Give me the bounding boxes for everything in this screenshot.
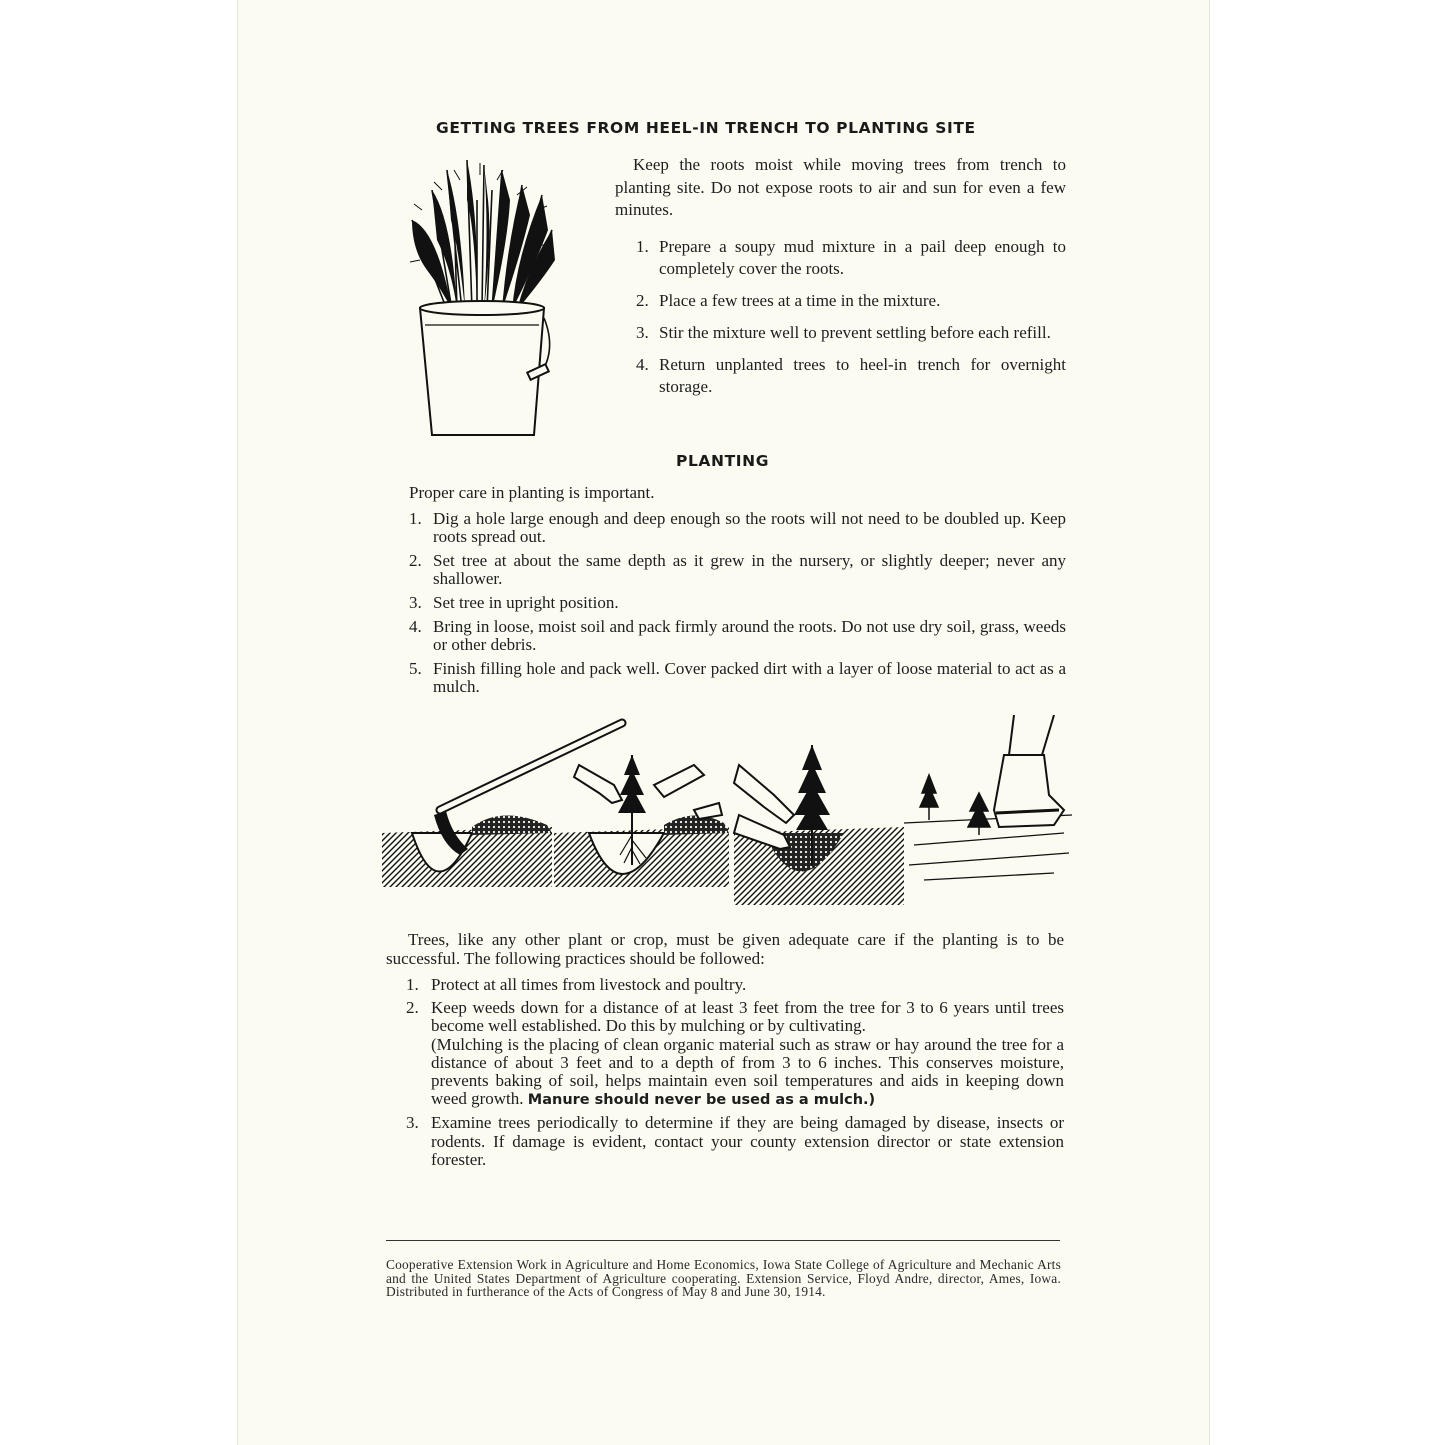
- hands-packing-soil-illustration: [734, 745, 904, 905]
- step-number: 2.: [409, 551, 422, 570]
- mulch-note-text: (Mulching is the placing of clean organic material such as straw or hay around the tree for a distance of about 3 feet and to a depth of from 3 to 6 inches. This conserves moisture, prevents baking of soil, helps maintain even soil temperatures and aids in keeping down weed growth.: [431, 1034, 1064, 1109]
- step-text: Bring in loose, moist soil and pack firmly around the roots. Do not use dry soil, grass, weeds or other debris.: [433, 617, 1066, 654]
- mulch-warning: Manure should never be used as a mulch.): [527, 1092, 876, 1109]
- step-number: 1.: [409, 509, 422, 528]
- hands-setting-tree-illustration: [554, 755, 729, 887]
- step-text: Place a few trees at a time in the mixture.: [659, 291, 941, 310]
- step-number: 5.: [409, 659, 422, 678]
- step-number: 3.: [409, 593, 422, 612]
- list-item: [406, 1114, 1064, 1169]
- step-number: 2.: [406, 998, 419, 1018]
- list-item: [636, 322, 1066, 344]
- transport-steps-list: [636, 236, 1066, 398]
- list-item: [636, 354, 1066, 398]
- step-number: 1.: [636, 237, 649, 256]
- step-text: Examine trees periodically to determine if they are being damaged by disease, insects or rodents. If damage is evident, contact your county extension director or state extension forester.: [431, 1113, 1064, 1169]
- list-item: [636, 236, 1066, 280]
- planting-steps-illustration-strip: [382, 715, 1072, 910]
- planting-intro: Proper care in planting is important.: [409, 483, 655, 502]
- seedlings-drawing: [410, 160, 555, 310]
- list-item: [409, 510, 1066, 546]
- care-intro: Trees, like any other plant or crop, must be given adequate care if the planting is to be successful. The following practices should be followed:: [386, 930, 1064, 968]
- care-steps-list: [406, 976, 1064, 1169]
- section-heading-transport: GETTING TREES FROM HEEL-IN TRENCH TO PLANTING SITE: [436, 119, 976, 137]
- step-text: Set tree in upright position.: [433, 593, 619, 612]
- list-item: [409, 594, 1066, 612]
- pail-with-seedlings-illustration: [392, 150, 572, 440]
- step-number: 4.: [409, 617, 422, 636]
- step-number: 4.: [636, 355, 649, 374]
- list-item: [406, 976, 1064, 994]
- step-text: Return unplanted trees to heel-in trench for overnight storage.: [659, 355, 1066, 396]
- footer-divider: [386, 1240, 1060, 1241]
- step-number: 3.: [636, 323, 649, 342]
- step-number: 3.: [406, 1113, 419, 1133]
- step-text: Finish filling hole and pack well. Cover packed dirt with a layer of loose material to act as a mulch.: [433, 659, 1066, 696]
- list-item: [409, 618, 1066, 654]
- step-number: 1.: [406, 975, 419, 994]
- list-item: [636, 290, 1066, 312]
- step-text: Dig a hole large enough and deep enough so the roots will not need to be doubled up. Keep roots spread out.: [433, 509, 1066, 546]
- transport-intro: Keep the roots moist while moving trees from trench to planting site. Do not expose roots to air and sun for even a few minutes.: [615, 155, 1066, 219]
- list-item: [406, 999, 1064, 1109]
- list-item: [409, 660, 1066, 696]
- step-number: 2.: [636, 291, 649, 310]
- foot-tamping-illustration: [904, 715, 1072, 893]
- step-text: Keep weeds down for a distance of at least 3 feet from the tree for 3 to 6 years until trees become well established. Do this by mulching or by cultivating.: [431, 998, 1064, 1036]
- list-item: [409, 552, 1066, 588]
- step-text: Set tree at about the same depth as it grew in the nursery, or slightly deeper; never any shallower.: [433, 551, 1066, 588]
- footer-credits: Cooperative Extension Work in Agriculture and Home Economics, Iowa State College of Agriculture and Mechanic Arts and the United States Department of Agriculture cooperating. Extension Service, Floyd Andre, director, Ames, Iowa. Distributed in furtherance of the Acts of Congress of May 8 and June 30, 1914.: [386, 1257, 1061, 1299]
- planting-steps-list: [409, 510, 1066, 696]
- step-text: Stir the mixture well to prevent settling before each refill.: [659, 323, 1051, 342]
- pail-drawing: [420, 301, 550, 435]
- step-text: Prepare a soupy mud mixture in a pail deep enough to completely cover the roots.: [659, 237, 1066, 278]
- mulch-note: [431, 1036, 1064, 1110]
- section-heading-planting: PLANTING: [676, 452, 770, 470]
- step-text: Protect at all times from livestock and poultry.: [431, 975, 747, 994]
